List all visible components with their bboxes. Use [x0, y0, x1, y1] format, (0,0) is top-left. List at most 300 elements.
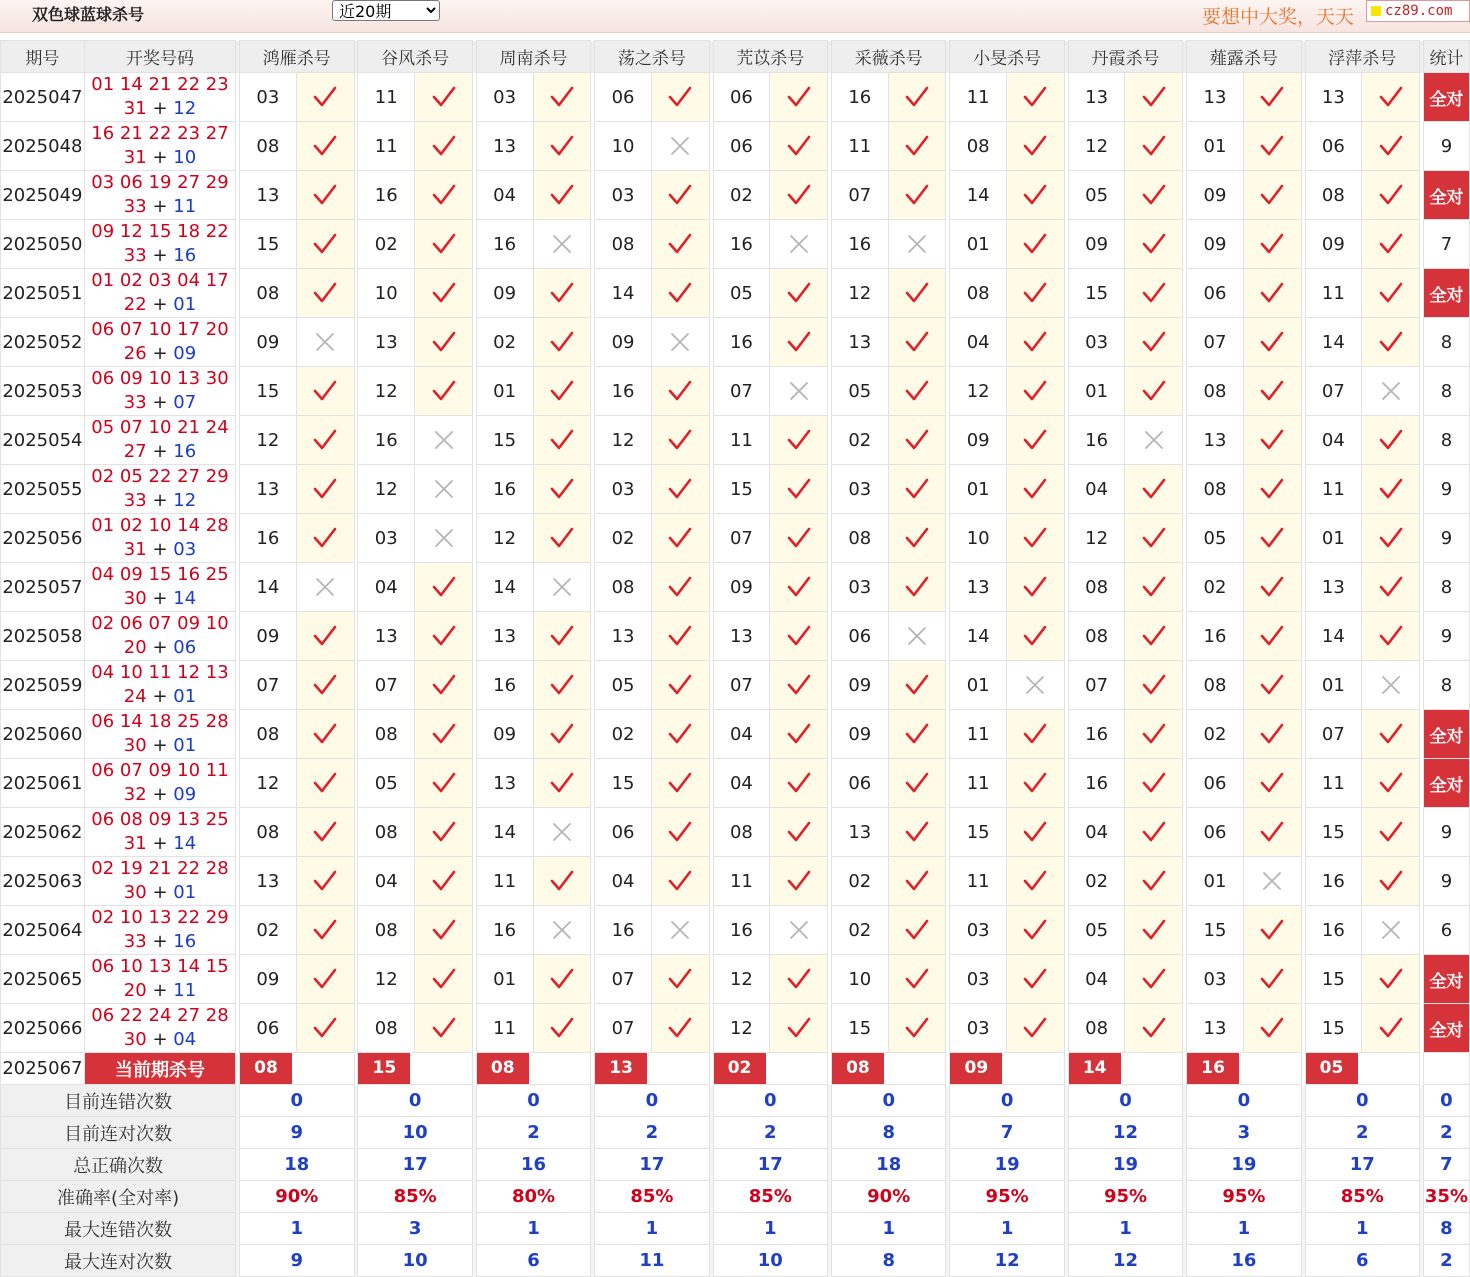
correct-mark	[1007, 367, 1065, 416]
check-icon	[312, 917, 338, 943]
kill-number: 13	[239, 171, 296, 220]
check-icon	[786, 329, 812, 355]
current-period-row	[1, 1053, 1470, 1085]
check-icon	[312, 819, 338, 845]
stat-value: 0	[476, 1085, 591, 1117]
check-icon	[312, 182, 338, 208]
kill-number: 07	[831, 171, 888, 220]
correct-mark	[533, 661, 591, 710]
check-icon	[1141, 329, 1167, 355]
kill-number: 06	[595, 73, 652, 122]
kill-number: 03	[358, 514, 415, 563]
correct-mark	[296, 1004, 354, 1053]
correct-mark	[1125, 318, 1183, 367]
check-icon	[1022, 231, 1048, 257]
issue-number: 2025058	[1, 612, 85, 661]
kill-number: 11	[358, 122, 415, 171]
blue-ball: 01	[173, 294, 197, 315]
correct-mark	[1362, 1004, 1420, 1053]
stat-value: 17	[713, 1149, 828, 1181]
correct-mark	[1125, 906, 1183, 955]
correct-mark	[1243, 661, 1301, 710]
correct-mark	[1125, 367, 1183, 416]
wrong-mark	[1362, 367, 1420, 416]
kill-number: 09	[1187, 171, 1244, 220]
red-balls-line1: 06 07 09 10 11	[91, 760, 229, 781]
check-icon	[1378, 182, 1404, 208]
kill-number: 15	[1068, 269, 1125, 318]
check-icon	[1259, 133, 1285, 159]
correct-mark	[770, 318, 828, 367]
correct-mark	[533, 269, 591, 318]
correct-mark	[1125, 220, 1183, 269]
check-icon	[1259, 427, 1285, 453]
kill-number: 06	[595, 808, 652, 857]
check-icon	[431, 917, 457, 943]
correct-mark	[1362, 465, 1420, 514]
blue-ball: 06	[173, 637, 197, 658]
kill-number: 05	[1187, 514, 1244, 563]
check-icon	[904, 525, 930, 551]
wrong-mark	[415, 465, 473, 514]
check-icon	[312, 231, 338, 257]
draw-numbers	[84, 1004, 235, 1053]
stat-value: 3	[1187, 1117, 1302, 1149]
kill-number: 09	[713, 563, 770, 612]
correct-mark	[770, 710, 828, 759]
stat-row	[1, 1149, 1470, 1181]
issue-number: 2025050	[1, 220, 85, 269]
correct-mark	[296, 661, 354, 710]
kill-number: 02	[1187, 563, 1244, 612]
stat-value: 17	[595, 1149, 710, 1181]
draw-numbers	[84, 367, 235, 416]
table-row	[1, 808, 1470, 857]
plus-sign: +	[152, 245, 168, 266]
check-icon	[786, 819, 812, 845]
correct-mark	[1007, 73, 1065, 122]
check-icon	[431, 329, 457, 355]
plus-sign: +	[152, 980, 168, 1001]
correct-mark	[533, 416, 591, 465]
kill-number: 03	[595, 465, 652, 514]
check-icon	[549, 378, 575, 404]
stat-value: 17	[358, 1149, 473, 1181]
kill-number: 04	[950, 318, 1007, 367]
kill-number: 08	[358, 1004, 415, 1053]
kill-number: 11	[950, 73, 1007, 122]
check-icon	[904, 378, 930, 404]
check-icon	[1378, 721, 1404, 747]
red-balls-line2: 20	[123, 980, 147, 1001]
check-icon	[1378, 574, 1404, 600]
kill-number: 08	[239, 122, 296, 171]
check-icon	[1022, 133, 1048, 159]
correct-mark	[415, 857, 473, 906]
blue-ball: 03	[173, 539, 197, 560]
correct-mark	[1243, 269, 1301, 318]
kill-number: 12	[358, 465, 415, 514]
stat-row	[1, 1181, 1470, 1213]
blue-ball: 10	[173, 147, 197, 168]
blue-ball: 11	[173, 196, 197, 217]
stat-value: 2	[713, 1117, 828, 1149]
kill-number: 12	[476, 514, 533, 563]
correct-mark	[296, 269, 354, 318]
check-icon	[667, 1015, 693, 1041]
cross-icon	[431, 427, 457, 453]
logo-text: cz89.com	[1385, 3, 1453, 19]
red-balls-line2: 20	[123, 637, 147, 658]
blue-ball: 04	[173, 1029, 197, 1050]
check-icon	[431, 966, 457, 992]
kill-number: 01	[476, 955, 533, 1004]
kill-number: 04	[358, 857, 415, 906]
kill-number: 09	[476, 269, 533, 318]
correct-mark	[1007, 269, 1065, 318]
correct-mark	[1362, 759, 1420, 808]
check-icon	[1259, 672, 1285, 698]
stat-value: 8	[831, 1117, 946, 1149]
check-icon	[1378, 231, 1404, 257]
issue-number: 2025061	[1, 759, 85, 808]
blue-ball: 09	[173, 343, 197, 364]
check-icon	[1141, 525, 1167, 551]
kill-number: 04	[595, 857, 652, 906]
plus-sign: +	[152, 343, 168, 364]
correct-mark	[888, 171, 946, 220]
check-icon	[786, 427, 812, 453]
cross-icon	[1378, 672, 1404, 698]
stat-total: 0	[1423, 1085, 1469, 1117]
table-row	[1, 73, 1470, 122]
draw-numbers	[84, 171, 235, 220]
red-balls-line1: 04 09 15 16 25	[91, 564, 229, 585]
red-balls-line1: 06 09 10 13 30	[91, 368, 229, 389]
red-balls-line2: 27	[123, 441, 147, 462]
stat-value: 0	[239, 1085, 354, 1117]
wrong-mark	[1243, 857, 1301, 906]
correct-mark	[770, 171, 828, 220]
check-icon	[1259, 966, 1285, 992]
correct-mark	[533, 612, 591, 661]
stat-value: 7	[950, 1117, 1065, 1149]
check-icon	[1022, 525, 1048, 551]
correct-mark	[1125, 1004, 1183, 1053]
kill-number: 03	[595, 171, 652, 220]
kill-number: 08	[713, 808, 770, 857]
kill-number: 09	[595, 318, 652, 367]
check-icon	[1022, 623, 1048, 649]
red-balls-line2: 30	[123, 588, 147, 609]
red-balls-line1: 01 02 10 14 28	[91, 515, 229, 536]
correct-mark	[1243, 955, 1301, 1004]
stat-row	[1, 1245, 1470, 1277]
check-icon	[431, 574, 457, 600]
issue-number: 2025047	[1, 73, 85, 122]
correct-mark	[415, 269, 473, 318]
check-icon	[1378, 476, 1404, 502]
check-icon	[1259, 280, 1285, 306]
kill-number: 08	[950, 122, 1007, 171]
check-icon	[1022, 280, 1048, 306]
red-balls-line2: 33	[123, 196, 147, 217]
kill-number: 16	[1068, 416, 1125, 465]
kill-number: 15	[1305, 1004, 1362, 1053]
correct-mark	[1007, 465, 1065, 514]
check-icon	[1259, 378, 1285, 404]
cross-icon	[1259, 868, 1285, 894]
correct-mark	[888, 73, 946, 122]
check-icon	[431, 280, 457, 306]
kill-number: 05	[595, 661, 652, 710]
stat-value: 0	[831, 1085, 946, 1117]
kill-number: 15	[239, 220, 296, 269]
correct-mark	[888, 759, 946, 808]
correct-mark	[1243, 318, 1301, 367]
check-icon	[1259, 574, 1285, 600]
all-correct-badge: 全对	[1423, 269, 1469, 318]
kill-number: 10	[950, 514, 1007, 563]
draw-numbers	[84, 612, 235, 661]
correct-mark	[296, 759, 354, 808]
kill-number: 01	[950, 220, 1007, 269]
cross-icon	[431, 476, 457, 502]
check-icon	[431, 672, 457, 698]
header-expert: 周南杀号	[476, 41, 591, 73]
correct-mark	[888, 661, 946, 710]
slogan-text: 要想中大奖，天天	[1202, 6, 1355, 28]
stat-row	[1, 1117, 1470, 1149]
check-icon	[312, 966, 338, 992]
correct-mark	[415, 612, 473, 661]
kill-number: 16	[476, 465, 533, 514]
check-icon	[1141, 868, 1167, 894]
cross-icon	[786, 231, 812, 257]
correct-mark	[1243, 563, 1301, 612]
check-icon	[549, 84, 575, 110]
current-kill-number: 16	[1187, 1053, 1239, 1084]
stat-value: 3	[358, 1213, 473, 1245]
kill-number: 16	[713, 906, 770, 955]
correct-mark	[1125, 759, 1183, 808]
table-row	[1, 906, 1470, 955]
kill-number: 04	[1068, 955, 1125, 1004]
draw-numbers	[84, 906, 235, 955]
stat-value: 1	[595, 1213, 710, 1245]
kill-number: 11	[1305, 269, 1362, 318]
correct-mark	[888, 808, 946, 857]
correct-mark	[888, 122, 946, 171]
blue-ball: 12	[173, 98, 197, 119]
stat-label: 目前连错次数	[1, 1085, 236, 1117]
check-icon	[1141, 280, 1167, 306]
plus-sign: +	[152, 147, 168, 168]
check-icon	[1378, 525, 1404, 551]
blue-ball: 09	[173, 784, 197, 805]
correct-mark	[533, 955, 591, 1004]
kill-number: 13	[1305, 73, 1362, 122]
plus-sign: +	[152, 735, 168, 756]
table-row	[1, 465, 1470, 514]
kill-number: 13	[831, 808, 888, 857]
kill-number: 12	[1068, 122, 1125, 171]
check-icon	[904, 672, 930, 698]
correct-mark	[888, 857, 946, 906]
red-balls-line2: 30	[123, 882, 147, 903]
kill-number: 11	[831, 122, 888, 171]
check-icon	[549, 280, 575, 306]
issue-number: 2025065	[1, 955, 85, 1004]
correct-mark	[415, 759, 473, 808]
kill-number: 14	[950, 612, 1007, 661]
header-expert: 小旻杀号	[950, 41, 1065, 73]
kill-number: 06	[713, 73, 770, 122]
check-icon	[431, 868, 457, 894]
all-correct-badge: 全对	[1423, 73, 1469, 122]
check-icon	[431, 182, 457, 208]
current-kill-number: 09	[950, 1053, 1002, 1084]
kill-number: 16	[595, 367, 652, 416]
all-correct-badge: 全对	[1423, 1004, 1469, 1053]
correct-mark	[1007, 759, 1065, 808]
table-row	[1, 710, 1470, 759]
kill-number: 16	[476, 906, 533, 955]
blue-ball: 16	[173, 931, 197, 952]
correct-mark	[1243, 171, 1301, 220]
stat-value: 1	[1305, 1213, 1420, 1245]
check-icon	[667, 721, 693, 747]
correct-mark	[296, 122, 354, 171]
red-balls-line2: 33	[123, 490, 147, 511]
wrong-mark	[1125, 416, 1183, 465]
issue-number: 2025062	[1, 808, 85, 857]
stat-label: 最大连错次数	[1, 1213, 236, 1245]
site-logo[interactable]	[1366, 0, 1470, 22]
correct-mark	[651, 857, 709, 906]
check-icon	[904, 917, 930, 943]
check-icon	[1259, 917, 1285, 943]
check-icon	[1022, 1015, 1048, 1041]
current-kill-cell	[1305, 1053, 1420, 1085]
table-row	[1, 514, 1470, 563]
check-icon	[431, 231, 457, 257]
check-icon	[312, 476, 338, 502]
check-icon	[1259, 231, 1285, 257]
stat-value: 0	[950, 1085, 1065, 1117]
kill-number: 01	[1305, 514, 1362, 563]
kill-number: 02	[476, 318, 533, 367]
wrong-mark	[533, 220, 591, 269]
check-icon	[1141, 672, 1167, 698]
correct-mark	[1362, 171, 1420, 220]
kill-number: 14	[476, 808, 533, 857]
kill-number: 13	[1305, 563, 1362, 612]
draw-numbers	[84, 514, 235, 563]
plus-sign: +	[152, 833, 168, 854]
check-icon	[549, 1015, 575, 1041]
correct-mark	[651, 171, 709, 220]
top-bar	[0, 0, 1470, 33]
kill-number: 14	[595, 269, 652, 318]
correct-mark	[1125, 269, 1183, 318]
correct-mark	[651, 808, 709, 857]
correct-mark	[296, 171, 354, 220]
correct-mark	[1007, 171, 1065, 220]
kill-number: 02	[595, 710, 652, 759]
kill-number: 08	[358, 808, 415, 857]
correct-mark	[1007, 955, 1065, 1004]
check-icon	[904, 966, 930, 992]
correct-mark	[1007, 857, 1065, 906]
kill-number: 09	[239, 612, 296, 661]
kill-number: 13	[1068, 73, 1125, 122]
kill-number: 12	[713, 955, 770, 1004]
kill-number: 05	[713, 269, 770, 318]
correct-mark	[1362, 318, 1420, 367]
correct-mark	[533, 1004, 591, 1053]
kill-number: 08	[831, 514, 888, 563]
wrong-mark	[415, 514, 473, 563]
correct-mark	[1007, 808, 1065, 857]
cross-icon	[667, 917, 693, 943]
correct-mark	[1362, 955, 1420, 1004]
wrong-mark	[296, 318, 354, 367]
kill-number: 07	[1187, 318, 1244, 367]
plus-sign: +	[152, 539, 168, 560]
correct-mark	[296, 465, 354, 514]
issue-number: 2025055	[1, 465, 85, 514]
check-icon	[312, 770, 338, 796]
wrong-mark	[651, 318, 709, 367]
check-icon	[1022, 84, 1048, 110]
period-select[interactable]	[332, 0, 440, 21]
red-balls-line1: 06 14 18 25 28	[91, 711, 229, 732]
check-icon	[1022, 329, 1048, 355]
check-icon	[312, 721, 338, 747]
stat-value: 12	[1068, 1245, 1183, 1277]
check-icon	[549, 868, 575, 894]
check-icon	[786, 280, 812, 306]
correct-mark	[1243, 220, 1301, 269]
kill-number: 01	[1305, 661, 1362, 710]
stat-value: 1	[476, 1213, 591, 1245]
draw-numbers	[84, 759, 235, 808]
kill-number: 15	[595, 759, 652, 808]
table-row	[1, 122, 1470, 171]
check-icon	[312, 623, 338, 649]
correct-mark	[1243, 367, 1301, 416]
check-icon	[904, 280, 930, 306]
kill-number: 14	[476, 563, 533, 612]
stat-value: 80%	[476, 1181, 591, 1213]
header-expert: 苀苡杀号	[713, 41, 828, 73]
plus-sign: +	[152, 392, 168, 413]
kill-number: 16	[1068, 759, 1125, 808]
kill-number: 16	[1305, 857, 1362, 906]
check-icon	[1378, 868, 1404, 894]
kill-number: 13	[1187, 416, 1244, 465]
kill-number: 07	[713, 661, 770, 710]
table-row	[1, 367, 1470, 416]
kill-number: 01	[950, 661, 1007, 710]
header-expert: 荡之杀号	[595, 41, 710, 73]
correct-mark	[1125, 955, 1183, 1004]
correct-mark	[770, 857, 828, 906]
issue-number: 2025054	[1, 416, 85, 465]
kill-number: 10	[831, 955, 888, 1004]
kill-number: 08	[950, 269, 1007, 318]
